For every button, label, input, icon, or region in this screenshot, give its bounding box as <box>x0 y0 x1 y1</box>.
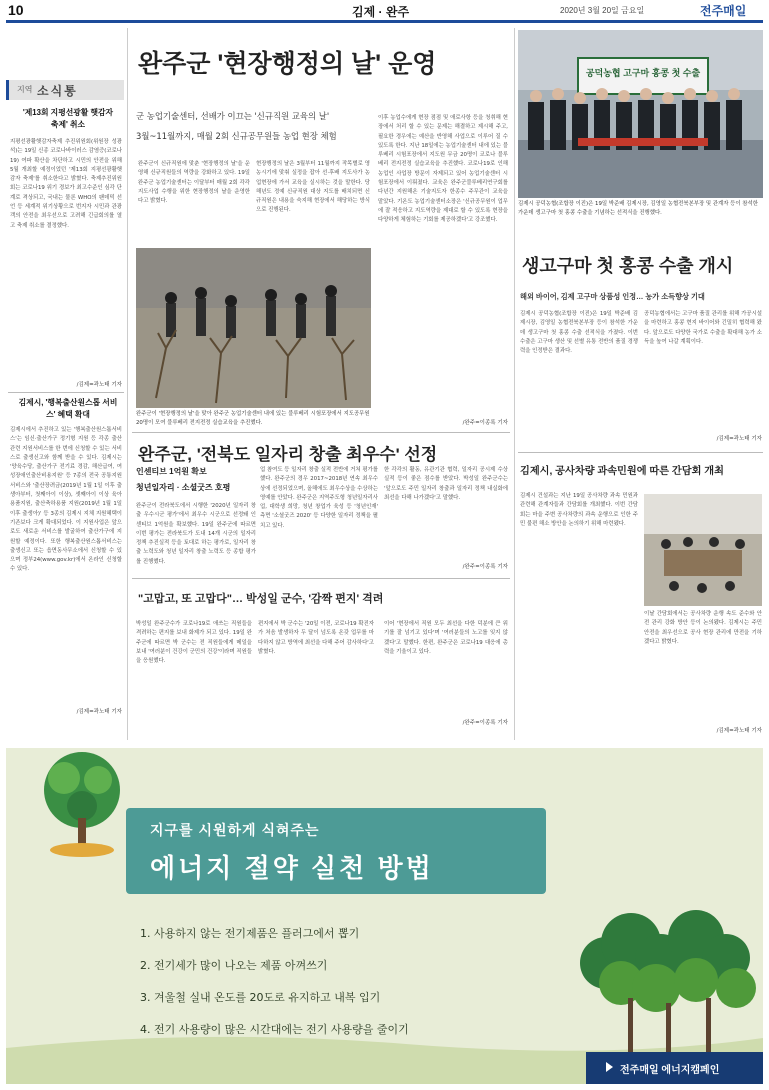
main-deck-1: 군 농업기술센터, 선배가 이끄는 '신규직원 교육의 날' <box>136 111 330 121</box>
main-headline: 완주군 '현장행정의 날' 운영 <box>138 50 437 78</box>
sub-col-1: 김제시 건설과는 지난 19일 공사차량 과속 민원과 관련해 관계자들과 간담회를 개최했다. 이번 간담회는 마을 주변 공사차량의 과속 운행으로 인한 주민 불편 해소 방안을 논의하기 위해 마련됐다. <box>520 493 638 527</box>
sidebar-tag-box <box>6 80 124 100</box>
jobs-headline: 완주군, '전북도 일자리 창출 최우수' 선정 <box>138 445 438 464</box>
sidebar-tag: 지역 <box>17 85 33 94</box>
sidebar-news1-body: 지평선광활햇감자축제 추진위원회(위원장 성광석)는 19일 신종 코로나바이러스 감염증(코로나19) 여파 확산을 차단하고 시민의 안전을 위해 5월 개최할 예정이었던 '제13회 지평선광활햇감자 축제'를 취소한다고 밝혔다. 축제추진위원회는 코로나19 위기 경보가 최고수준인 심각 단계로 격상되고, 국내는 물론 WHO의 팬데믹 선언 등 세계적 위기상황으로 번지자 시민과 관광객의 안전을 최우선으로 고려해 긴급회의를 열고 축제 취소를 결정했다. <box>10 139 122 229</box>
sidebar-rule <box>127 28 128 740</box>
right-byline: /김제=곽노태 기자 <box>716 436 762 442</box>
sidebar-news2-headline: 김제시, '행복출산원스톱 서비스' 혜택 확대 <box>18 398 118 419</box>
sub-photo <box>644 494 762 606</box>
second-col-2: 편지에서 박 군수는 '20일 이전, 코로나19 확진자가 처음 발생하자 두 달이 넘도록 온갖 업무를 마다하지 않고 방역에 최선을 다해 주어 감사하다'고 밝혔다. <box>258 621 374 655</box>
second-headline: "고맙고, 또 고맙다"… 박성일 군수, '감짝 편지' 격려 <box>138 593 384 605</box>
sidebar-news2-byline: /김제=곽노태 기자 <box>76 709 122 715</box>
sub-headline: 김제시, 공사차량 과속민원에 따른 간담회 개최 <box>520 466 724 477</box>
right-photo-caption: 김제시 공덕농협(조합장 이진)은 19일 박준배 김제시장, 김영일 농협전북본부장 및 관계자 등이 참석한 가운데 생고구마 첫 홍콩 수출을 기념하는 선적식을 진행했다. <box>518 201 758 216</box>
ad-footer-text: 전주매일 에너지캠페인 <box>620 1065 720 1076</box>
main-photo <box>136 248 371 408</box>
ad-title-line1: 지구를 시원하게 식혀주는 <box>150 822 320 838</box>
second-col-1: 박성일 완주군수가 코로나19로 애쓰는 직원들을 격려하는 편지를 보내 화제가 되고 있다. 19일 완주군에 따르면 박 군수는 전 직원들에게 메일을 보내 '여러분이 건강이 군민의 건강'이라며 직원들을 응원했다. <box>136 621 252 665</box>
sub-byline: /김제=곽노태 기자 <box>716 728 762 734</box>
ad-footer-bar <box>586 1052 763 1084</box>
newspaper-logo: 전주매일 <box>700 4 747 18</box>
main-col-2: 현장행정의 날은 3월부터 11월까지 작목별로 영농시기에 맞춰 실정을 잡아 선·후배 지도사가 농업현장에 가서 교육을 실시하는 것을 말한다. 당해년도 정예 신규직원 대상 지도를 배치되면 신규직원은 내용을 숙지해 현장에서 해당하는 방식으로 진행된다. <box>256 161 370 214</box>
play-arrow-icon <box>606 1062 613 1072</box>
sidebar-title: 소식통 <box>37 84 78 98</box>
right-headline: 생고구마 첫 홍콩 수출 개시 <box>522 256 734 276</box>
jobs-col-3: 한 각각의 활동, 유관기관 협력, 일자리 공시제 수상 실적 등이 좋은 점수를 받았다. 박성일 완주군수는 '앞으로도 주민 일자리 창출과 일자리 정책 내실화에 최선을 다해 나가겠다'고 말했다. <box>384 467 508 501</box>
sidebar-news2-body: 김제시에서 추진하고 있는 '행복출산원스톱서비스'는 임신·출산가구 정기형 지원 등 각종 출산 관련 지원서비스를 한 번에 신청할 수 있는 서비스로 출생신고와 함께 받을 수 있다. 김제시는 '양육수당, 출산가구 전기료 경감, 해산급여, 여성장애인출산비용지원' 등 7종의 전국 공통지원 서비스와 '출산장려금(2019년 1월 1일 이후 출생아부터, 첫째아이 이상), 셋째아이 이상 육아용품지원, 출산축하용품 지원(2019년 1월 1일 이후 출생아)' 등 3종의 김제시 지체 지원혜택이 기존보다 크게 확대되었다. 이 지원사업은 앞으로도 새로운 서비스를 발굴하여 출산가구에 지원할 예정이다. 또한 행복출산원스톱서비스는 출생신고 또는 읍면동사무소에서 신청할 수 있으며 정부24(www.gov.kr)에서 온라인 신청할 수 있다. <box>10 427 122 573</box>
energy-campaign-ad <box>6 748 763 1084</box>
page-number: 10 <box>8 2 24 18</box>
main-byline: /완주=이종록 기자 <box>462 420 508 426</box>
ad-item-1: 1. 사용하지 않는 전기제품은 플러그에서 뽑기 <box>140 927 360 940</box>
right-photo-illustration <box>518 30 763 198</box>
second-col-3: 이어 '현장에서 직원 모두 최선을 다한 덕분에 큰 위기를 잘 넘기고 있다'며 '여러분들의 노고를 잊지 않겠다'고 말했다. 한편, 완주군은 코로나19 대응에 총력을 기울이고 있다. <box>384 621 508 655</box>
main-rule <box>514 28 515 740</box>
right-col-2: 공덕농협에서는 고구마 품질 관리를 위해 가공시설을 마련하고 홍콩 현지 바이어와 긴밀히 협력해 왔다. 앞으로도 다양한 국가로 수출을 확대해 농가 소득을 높여 나갈 계획이다. <box>644 311 762 345</box>
right-deck: 해외 바이어, 김제 고구마 상품성 인정… 농가 소득향상 기대 <box>520 292 705 301</box>
main-photo-caption: 완주군이 '현장행정의 날'을 맞아 완주군 농업기술센터 내에 있는 블루베리 시험포장에서 지도공무원 20명이 모여 블루베리 전지전정 실습교육을 추진했다. <box>136 411 370 426</box>
main-deck-2: 3월~11월까지, 매월 2회 신규공무원들 농업 현장 체험 <box>136 131 337 141</box>
second-byline: /완주=이종록 기자 <box>462 720 508 726</box>
ad-item-2: 2. 전기세가 많이 나오는 제품 아껴쓰기 <box>140 959 328 972</box>
ad-title-banner <box>126 808 546 894</box>
jobs-byline: /완주=이종록 기자 <box>462 564 508 570</box>
main-col-1: 완주군이 신규직원에 맞춘 '현장행정의 날'을 운영해 신규직원들의 역량을 강화하고 있다. 19일 완주군 농업기술센터는 이달부터 매월 2회 각각 지도사업 수행을 위한 현장행정의 날을 운영한다고 밝혔다. <box>138 161 250 205</box>
main-col-3: 이후 농업수에게 현장 점점 및 애로사항 등을 청취해 현장에서 처리 할 수 있는 문제는 해결하고 제시해 주고, 필요한 경우에는 예산을 반영해 사업으로 이루어 질 수 있도록 한다. 지난 18일에는 농업기술센터 내에 있는 블루베리 시험포장에서 지도원 무금 20명이 코로나 블루베리 전지전정 실습교육을 추진했다. 코로나19로 인해 농업인 사업장 방문이 자제되고 있어 농업기술센터 시험포장에서 이뤄졌다. 교육은 완주군블루베리연구회를 다년간 지원해온 기술지도자 한종수 주무관이 교육을 맡았다. 기온도 농업기술센터소장은 '신규공무원이 업무에 잘 적응하고 지도역량을 제대로 할 수 있도록 현장을 다양하게 체험하는 기회를 제공하겠다'고 강조했다. <box>378 115 508 224</box>
right-photo <box>518 30 763 198</box>
header-rule <box>6 20 763 23</box>
jobs-deck-2: 청년일자리 · 소셜굿즈 호평 <box>136 483 231 492</box>
issue-date: 2020년 3월 20일 금요일 <box>560 6 645 15</box>
jobs-rule-top <box>132 432 510 433</box>
sub-col-2: 이날 간담회에서는 공사차량 운행 속도 준수와 안전 관리 강화 방안 등이 논의됐다. 김제시는 주민 안전을 최우선으로 공사 현장 관리에 만전을 기하겠다고 밝혔다. <box>644 611 762 645</box>
jobs-col-1: 완주군이 전라북도에서 시행한 '2020년 일자리 창출 우수시군 평가'에서 최우수 시군으로 선정돼 인센티브 1억원을 확보했다. 19일 완주군에 따르면 이번 평가는 전라북도가 도내 14개 시군의 일자리정책 추진실적 등을 토대로 하는 평가로, 일자리 창출 노력도와 청년 일자리 창출 노력도 등 종합 평가를 진행했다. <box>136 503 256 565</box>
sub-photo-illustration <box>644 494 762 606</box>
jobs-col-2: 업 참여도 등 일자리 창출 실적 전반에 거쳐 평가를 했다. 완주군의 경우 2017~2018년 연속 최우수상에 선정되었으며, 올해에도 최우수상을 수상하는 영예를 안았다. 완주군은 지역주도형 청년일자리사업, 대학생 희망, 청년 창업가 육성 등 '청년인재' 측면 '소셜굿즈 2020' 등 다양한 일자리 정책을 펼치고 있다. <box>260 467 378 529</box>
right-col-1: 김제시 공덕농협(조합장 이진)은 19일 박준배 김제시장, 김영일 농협전북본부장 등이 참석한 가운데 생고구마 첫 홍콩 수출 선적식을 가졌다. 이번 수출은 고구마 생산 및 선별 유통 전반의 품질 경쟁력을 인정받은 결과다. <box>520 311 638 355</box>
sidebar-news1-byline: /김제=곽노태 기자 <box>76 382 122 388</box>
section-title: 김제 · 완주 <box>352 5 410 19</box>
ad-title-line2: 에너지 절약 실천 방법 <box>150 853 434 883</box>
main-photo-illustration <box>136 248 371 408</box>
sub-rule-top <box>518 452 763 453</box>
second-rule-top <box>132 578 510 579</box>
ad-item-3: 3. 겨울철 실내 온도를 20도로 유지하고 내복 입기 <box>140 991 381 1004</box>
jobs-deck-1: 인센티브 1억원 확보 <box>136 467 207 476</box>
sidebar-divider <box>8 392 124 393</box>
ad-item-4: 4. 전기 사용량이 많은 시간대에는 전기 사용량을 줄이기 <box>140 1023 409 1036</box>
sidebar-news1-headline: '제13회 지평선광활 햇감자축제' 취소 <box>22 108 114 129</box>
right-photo-banner-text: 공덕농협 고구마 홍콩 첫 수출 <box>585 68 701 78</box>
